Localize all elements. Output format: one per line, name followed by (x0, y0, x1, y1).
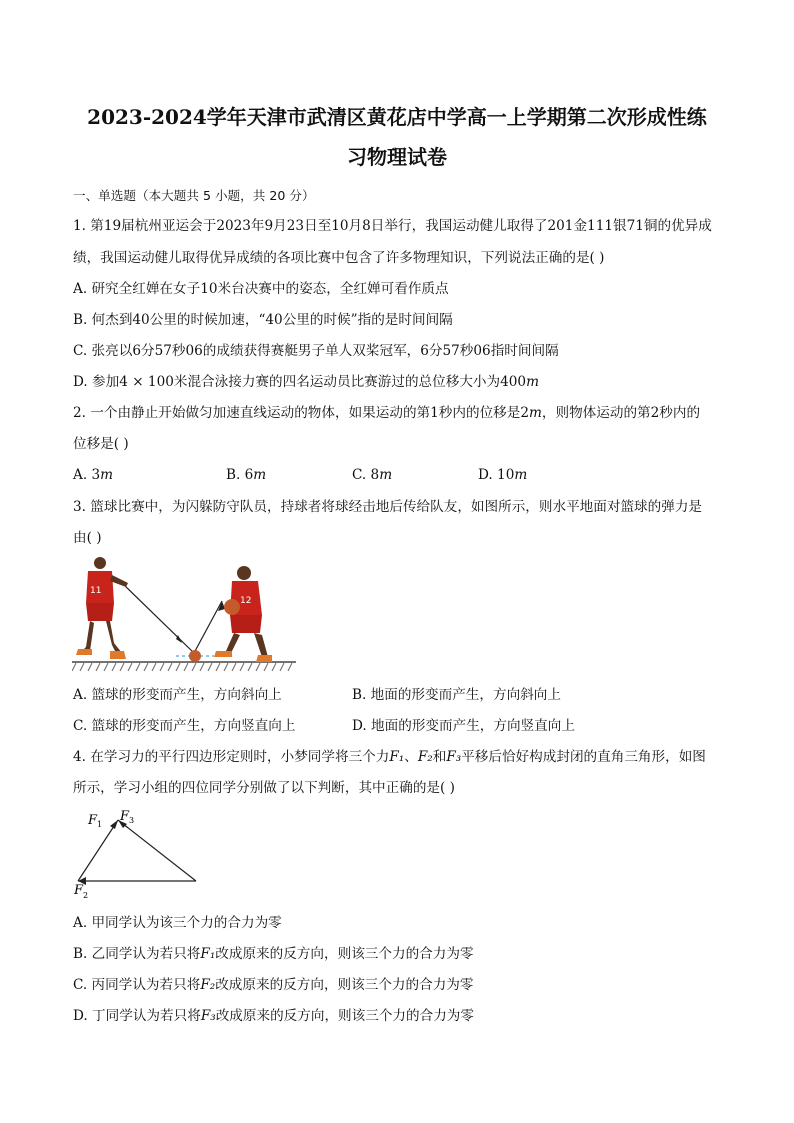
q1-option-a: A. 研究全红婵在女子10米台决赛中的姿态，全红婵可看作质点 (73, 281, 449, 297)
left-player (76, 557, 128, 659)
q1-stem-line2: 绩，我国运动健儿取得优异成绩的各项比赛中包含了许多物理知识，下列说法正确的是( ) (73, 250, 605, 266)
q3-option-b: B. 地面的形变而产生，方向斜向上 (352, 687, 561, 703)
q2-option-b: B. 6m (226, 467, 267, 483)
q4-option-c-force: F₂ (200, 977, 216, 993)
section-heading: 一、单选题（本大题共 5 小题，共 20 分） (73, 188, 315, 203)
q2-options (73, 465, 723, 485)
basketball-in-hand (224, 599, 240, 615)
q4-option-a: A. 甲同学认为该三个力的合力为零 (73, 915, 282, 931)
q3-option-c: C. 篮球的形变而产生，方向竖直向上 (73, 718, 296, 734)
q4-option-d-text-end: 改成原来的反方向，则该三个力的合力为零 (215, 1008, 474, 1024)
q4-stem-line2: 所示，学习小组的四位同学分别做了以下判断，其中正确的是( ) (73, 780, 455, 796)
q4-stem-line1 (73, 747, 706, 767)
exam-title-line2: 习物理试卷 (347, 145, 447, 169)
q4-stem-f2: F₂ (417, 749, 433, 765)
q4-stem-f1: F₁ (389, 749, 405, 765)
q4-stem-and: 和 (432, 749, 447, 765)
q1-option-d-text: D. 参加4 × 100米混合泳接力赛的四名运动员比赛游过的总位移大小为400 (73, 374, 527, 390)
q1-stem-line1: 1. 第19届杭州亚运会于2023年9月23日至10月8日举行，我国运动健儿取得了201金111银71铜的优异成 (73, 218, 712, 234)
right-jersey-number: 12 (240, 596, 252, 606)
outgoing-path (194, 601, 222, 653)
q1-option-c: C. 张亮以6分57秒06的成绩获得赛艇男子单人双桨冠军，6分57秒06指时间间隔 (73, 343, 559, 359)
label-f3: F (120, 809, 130, 824)
q1-option-d-unit: m (526, 374, 539, 390)
q4-stem-text-end: 平移后恰好构成封闭的直角三角形，如图 (461, 749, 706, 765)
q2-stem-line2: 位移是( ) (73, 436, 129, 452)
label-f1: F (88, 813, 98, 828)
basketball-figure (72, 555, 298, 677)
q4-option-b-force: F₁ (200, 946, 216, 962)
q3-option-a: A. 篮球的形变而产生，方向斜向上 (73, 687, 282, 703)
q2-stem-text-end: ，则物体运动的第2秒内的 (541, 405, 701, 421)
q2-stem-line1 (73, 403, 700, 423)
q4-option-c-text: C. 丙同学认为若只将 (73, 977, 201, 993)
q2-option-a: A. 3m (73, 467, 113, 483)
q4-option-d-text: D. 丁同学认为若只将 (73, 1008, 201, 1024)
q4-option-b-text: B. 乙同学认为若只将 (73, 946, 201, 962)
force-f1-side (78, 820, 118, 881)
q4-option-b (73, 944, 474, 964)
q4-stem-sep: 、 (404, 749, 418, 765)
q4-stem-text: 4. 在学习力的平行四边形定则时，小梦同学将三个力 (73, 749, 390, 765)
incoming-path (122, 583, 194, 653)
q2-option-c: C. 8m (352, 467, 393, 483)
q4-option-b-text-end: 改成原来的反方向，则该三个力的合力为零 (215, 946, 474, 962)
q1-option-d (73, 372, 539, 392)
label-f2: F (74, 883, 84, 898)
q4-option-d (73, 1006, 474, 1026)
left-jersey-number: 11 (90, 586, 102, 596)
q3-stem-line2: 由( ) (73, 530, 102, 546)
q1-option-b: B. 何杰到40公里的时候加速，“40公里的时候”指的是时间间隔 (73, 312, 453, 328)
right-player (214, 566, 272, 662)
q2-stem-text: 2. 一个由静止开始做匀加速直线运动的物体，如果运动的第1秒内的位移是2 (73, 405, 529, 421)
q4-option-c (73, 975, 473, 995)
label-f2-sub: 2 (83, 891, 89, 900)
q3-option-d: D. 地面的形变而产生，方向竖直向上 (352, 718, 575, 734)
label-f3-sub: 3 (129, 816, 135, 825)
q3-stem-line1: 3. 篮球比赛中，为闪躲防守队员，持球者将球经击地后传给队友，如图所示，则水平地面对篮球的弹力是 (73, 499, 703, 515)
force-triangle-figure (68, 806, 208, 906)
f1-arrowhead (110, 820, 118, 829)
label-f1-sub: 1 (97, 820, 103, 829)
basketball-on-ground (189, 650, 201, 662)
q2-option-d: D. 10m (478, 467, 528, 483)
ground-hatching (72, 663, 292, 671)
q4-option-d-force: F₃ (200, 1008, 216, 1024)
force-f3-side (118, 820, 196, 881)
q4-option-c-text-end: 改成原来的反方向，则该三个力的合力为零 (215, 977, 474, 993)
q4-stem-f3: F₃ (446, 749, 462, 765)
exam-title-line1: 2023-2024学年天津市武清区黄花店中学高一上学期第二次形成性练 (87, 105, 707, 129)
q2-stem-unit: m (529, 405, 542, 421)
